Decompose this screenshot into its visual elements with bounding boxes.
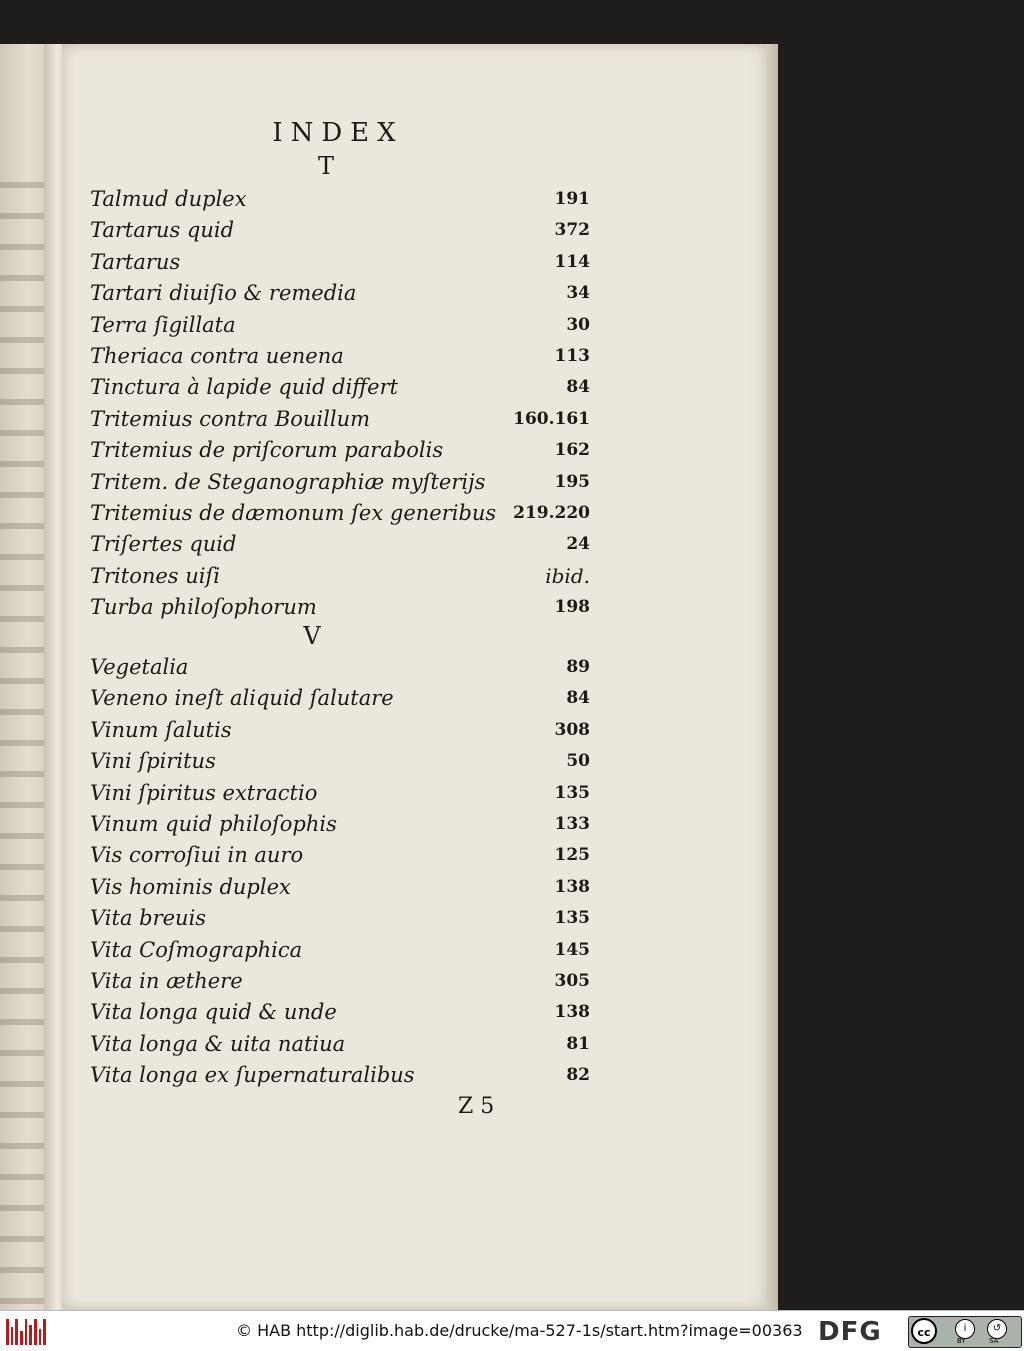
entry-term: Tritem. de Steganographiæ myſterijs bbox=[90, 469, 486, 494]
index-entry bbox=[90, 1029, 590, 1059]
index-entry bbox=[90, 592, 590, 622]
entry-page-number: 89 bbox=[566, 657, 590, 677]
cc-license-badge[interactable] bbox=[908, 1316, 1022, 1348]
page-header: INDEX bbox=[272, 118, 404, 148]
sa-label: SA bbox=[989, 1337, 999, 1345]
entry-page-number: 162 bbox=[554, 440, 590, 461]
entry-page-number: 82 bbox=[566, 1065, 590, 1086]
index-entry bbox=[90, 404, 590, 434]
entry-term: Vinum ſalutis bbox=[90, 717, 232, 742]
entry-page-number: 160.161 bbox=[513, 408, 590, 429]
index-entry bbox=[90, 310, 590, 340]
index-entry bbox=[90, 372, 590, 402]
source-credit-link[interactable]: © HAB http://diglib.hab.de/drucke/ma-527-1s/start.htm?image=00363 bbox=[236, 1321, 803, 1340]
attribution-icon: i bbox=[955, 1319, 975, 1339]
entry-page-number: 84 bbox=[566, 377, 590, 398]
section-letter: T bbox=[317, 152, 334, 180]
entry-term: Tritemius contra Bouillum bbox=[90, 406, 371, 431]
index-entry bbox=[90, 746, 590, 776]
entry-term: Vita longa ex ſupernaturalibus bbox=[90, 1063, 415, 1088]
entry-term: Vita longa quid & unde bbox=[90, 1000, 337, 1025]
entry-term: Tritemius de priſcorum parabolis bbox=[90, 438, 444, 463]
index-entry bbox=[90, 872, 590, 902]
entry-page-number: ibid. bbox=[545, 563, 590, 588]
entry-page-number: 135 bbox=[554, 908, 590, 929]
index-entry bbox=[90, 529, 590, 559]
index-entry bbox=[90, 778, 590, 808]
index-entry bbox=[90, 1060, 590, 1090]
entry-page-number: 113 bbox=[554, 346, 590, 366]
index-entry bbox=[90, 997, 590, 1027]
index-entry bbox=[90, 278, 590, 308]
index-entry bbox=[90, 184, 590, 214]
entry-page-number: 219.220 bbox=[513, 503, 590, 523]
entry-term: Vis hominis duplex bbox=[90, 874, 291, 899]
index-entry bbox=[90, 561, 590, 591]
entry-page-number: 372 bbox=[554, 220, 590, 241]
index-entry bbox=[90, 498, 590, 528]
entry-term: Vita Coſmographica bbox=[90, 937, 303, 962]
cc-icon: cc bbox=[911, 1318, 937, 1344]
entry-page-number: 34 bbox=[566, 283, 590, 304]
index-entry bbox=[90, 341, 590, 371]
entry-page-number: 195 bbox=[554, 471, 590, 492]
entry-page-number: 114 bbox=[554, 251, 590, 272]
entry-term: Veneno ineſt aliquid ſalutare bbox=[90, 686, 394, 711]
index-entry bbox=[90, 215, 590, 245]
entry-page-number: 138 bbox=[554, 1002, 590, 1023]
index-entry bbox=[90, 903, 590, 933]
entry-term: Vini ſpiritus bbox=[90, 749, 216, 774]
index-entry bbox=[90, 683, 590, 713]
entry-page-number: 308 bbox=[554, 719, 590, 740]
entry-page-number: 198 bbox=[554, 597, 590, 618]
entry-page-number: 138 bbox=[554, 876, 590, 897]
entry-term: Vita breuis bbox=[90, 906, 207, 931]
index-entry bbox=[90, 966, 590, 996]
entry-term: Terra ſigillata bbox=[90, 312, 236, 337]
entry-term: Tinctura à lapide quid differt bbox=[90, 375, 399, 400]
index-entry bbox=[90, 247, 590, 277]
index-entry bbox=[90, 435, 590, 465]
entry-term: Tritones uiſi bbox=[90, 563, 220, 588]
hab-logo-icon[interactable] bbox=[6, 1319, 46, 1345]
entry-term: Vini ſpiritus extractio bbox=[90, 780, 318, 805]
section-letter: V bbox=[303, 622, 321, 650]
entry-page-number: 50 bbox=[566, 751, 590, 772]
entry-term: Turba philoſophorum bbox=[90, 595, 317, 620]
index-entry bbox=[90, 652, 590, 682]
entry-term: Tartarus bbox=[90, 249, 181, 274]
entry-term: Theriaca contra uenena bbox=[90, 344, 344, 368]
entry-page-number: 125 bbox=[554, 845, 590, 866]
entry-term: Tartari diuiſio & remedia bbox=[90, 281, 357, 306]
index-entry bbox=[90, 715, 590, 745]
index-entry bbox=[90, 935, 590, 965]
entry-page-number: 145 bbox=[554, 939, 590, 960]
entry-page-number: 133 bbox=[554, 814, 590, 834]
entry-term: Vegetalia bbox=[90, 655, 189, 679]
entry-term: Tritemius de dæmonum ſex generibus bbox=[90, 501, 497, 525]
by-label: BY bbox=[957, 1337, 966, 1345]
entry-page-number: 135 bbox=[554, 782, 590, 803]
page-right-edge bbox=[766, 44, 778, 1310]
entry-term: Vita in æthere bbox=[90, 969, 243, 993]
signature-mark: Z 5 bbox=[458, 1094, 495, 1119]
entry-page-number: 30 bbox=[566, 314, 590, 335]
dfg-logo[interactable]: DFG bbox=[818, 1317, 882, 1347]
entry-page-number: 81 bbox=[566, 1033, 590, 1054]
index-entry bbox=[90, 467, 590, 497]
footer-bar bbox=[0, 1310, 1024, 1351]
entry-term: Vis corroſiui in auro bbox=[90, 843, 304, 868]
entry-term: Talmud duplex bbox=[90, 187, 247, 211]
entry-term: Triſertes quid bbox=[90, 532, 237, 557]
entry-term: Tartarus quid bbox=[90, 218, 235, 243]
entry-page-number: 24 bbox=[566, 534, 590, 555]
entry-page-number: 84 bbox=[566, 688, 590, 709]
index-entry bbox=[90, 840, 590, 870]
entry-term: Vita longa & uita natiua bbox=[90, 1031, 346, 1056]
entry-term: Vinum quid philoſophis bbox=[90, 812, 337, 836]
index-entry bbox=[90, 809, 590, 839]
entry-page-number: 305 bbox=[554, 971, 590, 991]
share-alike-icon: ↺ bbox=[987, 1319, 1007, 1339]
entry-page-number: 191 bbox=[554, 189, 590, 209]
